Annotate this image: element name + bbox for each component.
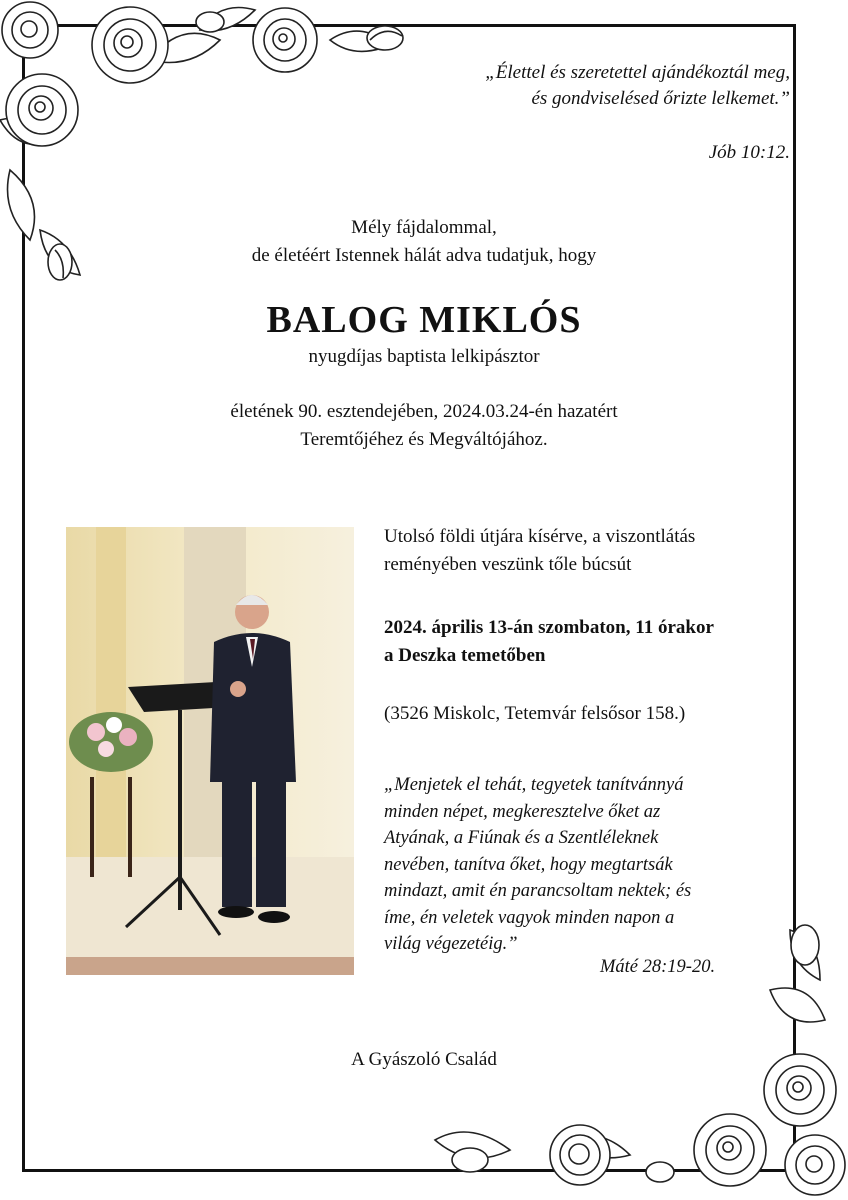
- death-line-2: Teremtőjéhez és Megváltójához.: [300, 429, 548, 450]
- bible-quote-line: minden népet, megkeresztelve őket az: [384, 801, 661, 822]
- funeral-intro: [384, 523, 784, 579]
- intro-line-1: Mély fájdalommal,: [351, 217, 497, 238]
- bible-quote-line: mindazt, amit én parancsoltam nektek; és: [384, 881, 692, 901]
- portrait-illustration: [66, 527, 354, 975]
- announcement-intro: [0, 214, 848, 270]
- signature: A Gyászoló Család: [351, 1049, 497, 1070]
- portrait-photo: [66, 527, 354, 975]
- bible-quote-line: világ végezetéig.”: [384, 934, 518, 954]
- death-notice: [0, 398, 848, 454]
- bible-quote-line: Atyának, a Fiúnak és a Szentléleknek: [384, 828, 659, 848]
- funeral-address: (3526 Miskolc, Tetemvár felsősor 158.): [384, 703, 686, 724]
- funeral-intro-line-1: Utolsó földi útjára kísérve, a viszontlátás: [384, 526, 696, 547]
- funeral-intro-line-2: reményében veszünk tőle búcsút: [384, 554, 632, 575]
- bible-quote: [384, 772, 764, 958]
- bible-quote-reference: Máté 28:19-20.: [600, 957, 716, 977]
- top-quote-line-2: és gondviselésed őrizte lelkemet.”: [531, 88, 790, 109]
- top-quote-line-1: „Élettel és szeretettel ajándékoztál meg,: [485, 62, 790, 83]
- intro-line-2: de életéért Istennek hálát adva tudatjuk, hogy: [251, 245, 597, 266]
- funeral-time: [384, 614, 784, 670]
- death-line-1: életének 90. esztendejében, 2024.03.24-én hazatért: [230, 401, 618, 422]
- deceased-role: nyugdíjas baptista lelkipásztor: [308, 346, 540, 367]
- top-quote-reference: Jób 10:12.: [708, 142, 790, 163]
- funeral-time-line-2: a Deszka temetőben: [384, 645, 546, 666]
- bible-quote-line: nevében, tanítva őket, hogy megtartsák: [384, 854, 673, 875]
- bible-quote-line: íme, én veletek vagyok minden napon a: [384, 907, 675, 928]
- deceased-name: BALOG MIKLÓS: [266, 299, 582, 341]
- funeral-time-line-1: 2024. április 13-án szombaton, 11 órakor: [384, 617, 714, 638]
- bible-quote-line: „Menjetek el tehát, tegyetek tanítvánnyá: [384, 775, 684, 795]
- top-quote: [270, 60, 790, 112]
